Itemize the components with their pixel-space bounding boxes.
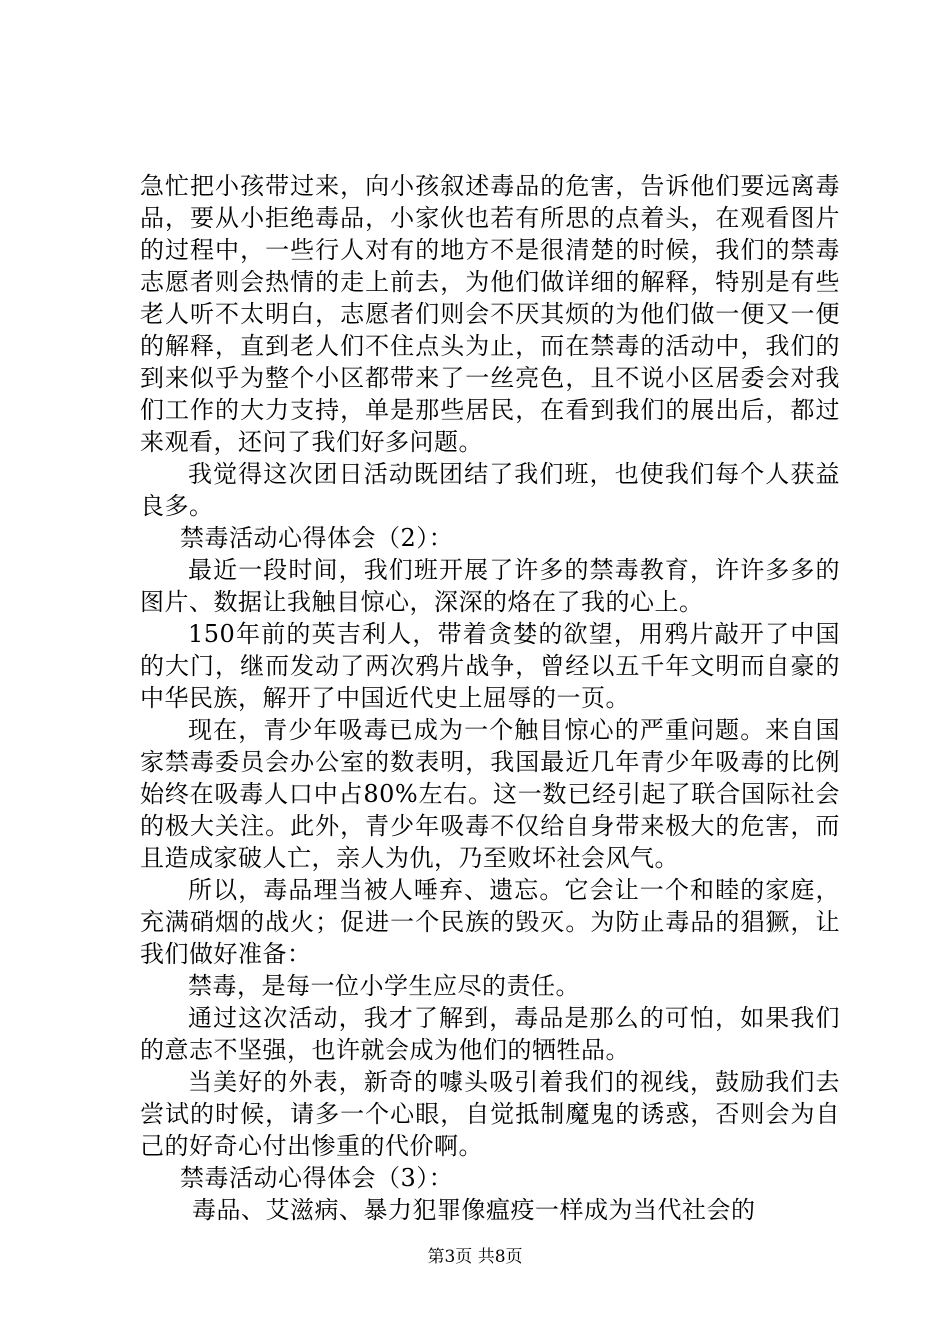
paragraph: 150年前的英吉利人，带着贪婪的欲望，用鸦片敲开了中国的大门，继而发动了两次鸦片战争，曾经以五千年文明而自豪的中华民族，解开了中国近代史上屈辱的一页。 [140, 620, 840, 712]
paragraph: 现在，青少年吸毒已成为一个触目惊心的严重问题。来自国家禁毒委员会办公室的数表明，我国最近几年青少年吸毒的比例始终在吸毒人口中占80%左右。这一数已经引起了联合国际社会的极大关注。此外，青少年吸毒不仅给自身带来极大的危害，而且造成家破人亡，亲人为仇，乃至败坏社会风气。 [140, 716, 840, 872]
paragraph-continuation: 急忙把小孩带过来，向小孩叙述毒品的危害，告诉他们要远离毒品，要从小拒绝毒品，小家伙也若有所思的点着头，在观看图片的过程中，一些行人对有的地方不是很清楚的时候，我们的禁毒志愿者则会热情的走上前去，为他们做详细的解释，特别是有些老人听不太明白，志愿者们则会不厌其烦的为他们做一便又一便的解释，直到老人们不住点头为止，而在禁毒的活动中，我们的到来似乎为整个小区都带来了一丝亮色，且不说小区居委会对我们工作的大力支持，单是那些居民，在看到我们的展出后，都过来观看，还问了我们好多问题。 [140, 172, 840, 456]
document-body [140, 170, 840, 1226]
paragraph: 通过这次活动，我才了解到，毒品是那么的可怕，如果我们的意志不坚强，也许就会成为他们的牺牲品。 [140, 1004, 840, 1064]
paragraph: 最近一段时间，我们班开展了许多的禁毒教育，许许多多的图片、数据让我触目惊心，深深的烙在了我的心上。 [140, 556, 840, 616]
section-heading: 禁毒活动心得体会（2）： [180, 524, 454, 552]
paragraph: 当美好的外表，新奇的噱头吸引着我们的视线，鼓励我们去尝试的时候，请多一个心眼，自觉抵制魔鬼的诱惑，否则会为自己的好奇心付出惨重的代价啊。 [140, 1068, 840, 1160]
page-footer: 第3页 共8页 [427, 1247, 523, 1267]
paragraph: 毒品、艾滋病、暴力犯罪像瘟疫一样成为当代社会的 [192, 1196, 756, 1224]
paragraph: 所以，毒品理当被人唾弃、遗忘。它会让一个和睦的家庭，充满硝烟的战火；促进一个民族的毁灭。为防止毒品的猖獗，让我们做好准备： [140, 876, 840, 968]
paragraph: 禁毒，是每一位小学生应尽的责任。 [188, 972, 580, 1000]
section-heading: 禁毒活动心得体会（3）： [180, 1164, 454, 1192]
paragraph: 我觉得这次团日活动既团结了我们班，也使我们每个人获益良多。 [140, 460, 840, 520]
